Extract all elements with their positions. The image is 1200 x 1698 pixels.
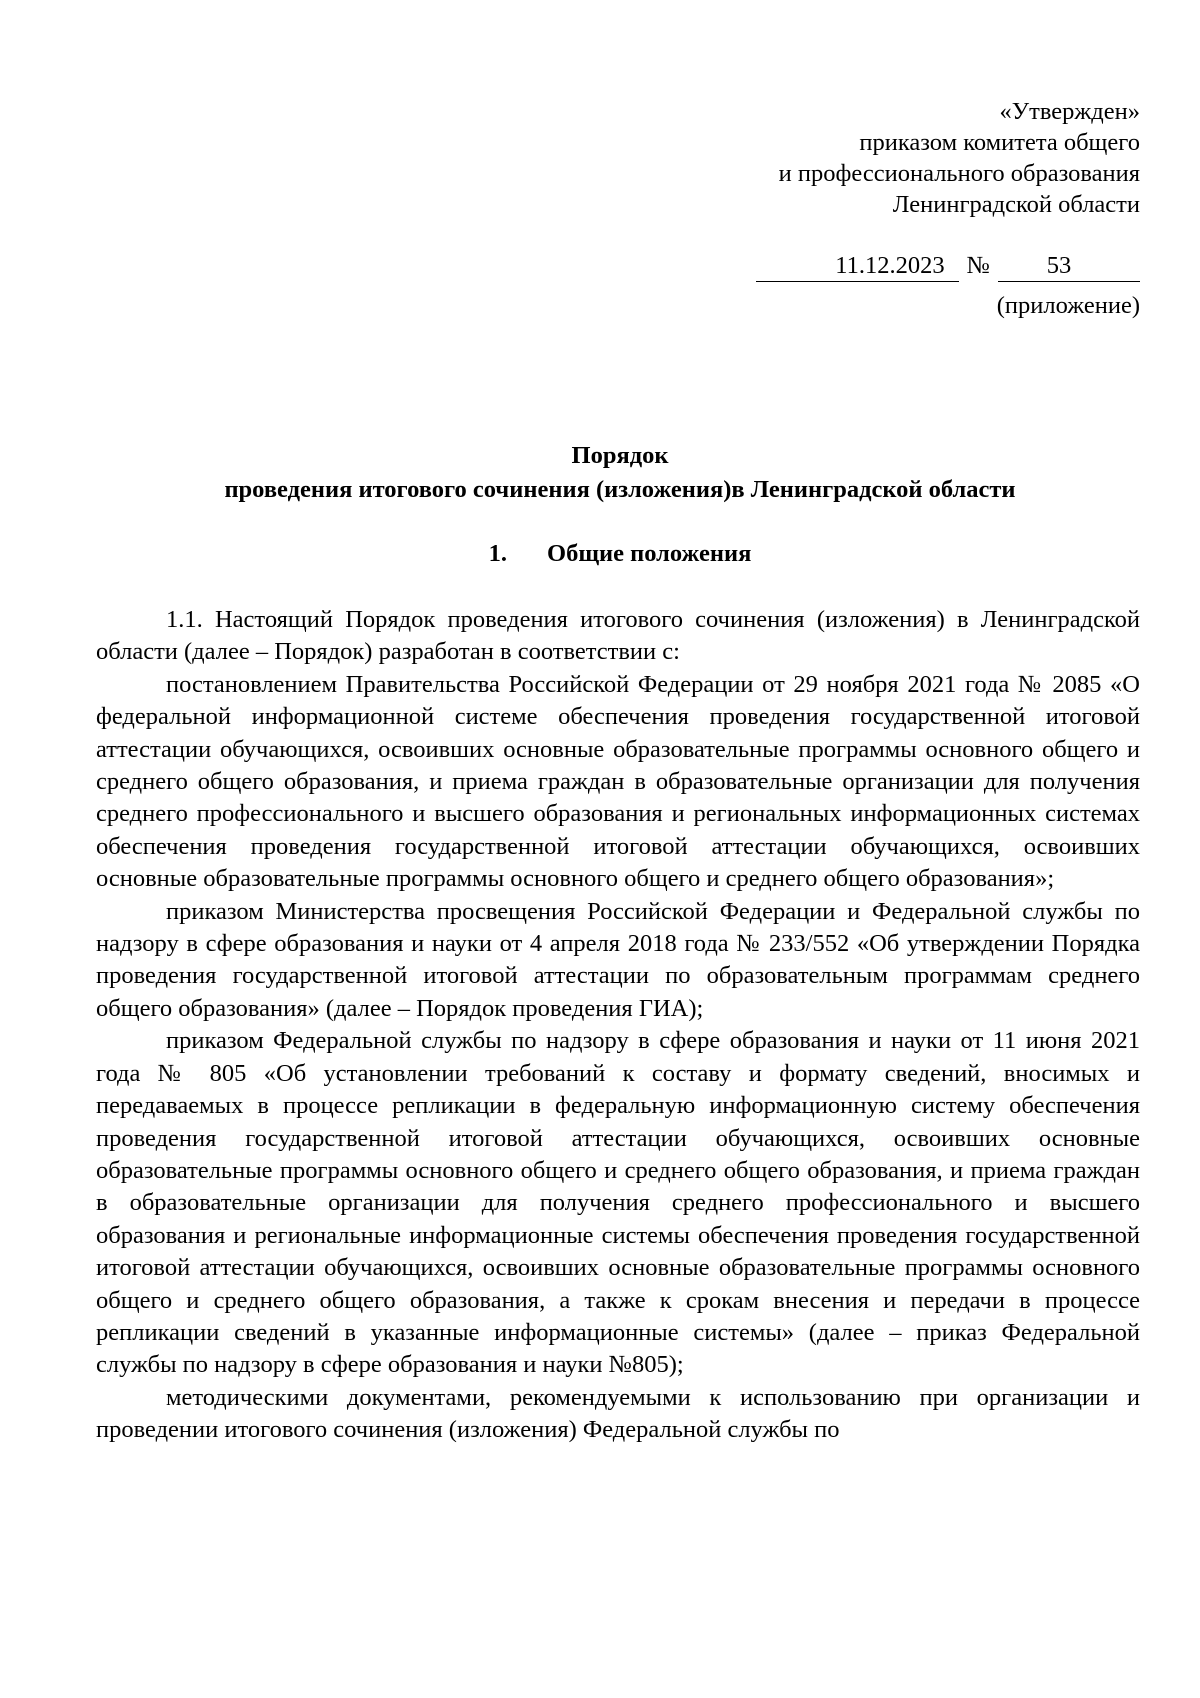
paragraph: постановлением Правительства Российской Федерации от 29 ноября 2021 года № 2085 «О федеральной информационной системе обеспечения проведения государственной итоговой аттестации обучающихся, освоивших основные образовательные программы основного общего и среднего общего образования, и приема граждан в образовательные организации для получения среднего профессионального и высшего образования и региональных информационных системах обеспечения проведения государственной итоговой аттестации обучающихся, освоивших основные образовательные программы основного общего и среднего общего образования»; (96, 670, 1140, 893)
section-heading (0, 538, 1200, 569)
document-title: Порядок (571, 442, 669, 469)
document-body (96, 604, 1140, 1447)
paragraph: методическими документами, рекомендуемыми к использованию при организации и проведении итогового сочинения (изложения) Федеральной службы по (96, 1383, 1140, 1444)
approval-stamp (779, 96, 1140, 220)
approval-line: и профессионального образования (778, 160, 1140, 187)
approval-line: Ленинградской области (892, 191, 1140, 218)
paragraph: приказом Федеральной службы по надзору в сфере образования и науки от 11 июня 2021 года № 805 «Об установлении требований к составу и формату сведений, вносимых и передаваемых в процессе репликации в федеральную информационную систему обеспечения проведения государственной итоговой аттестации обучающихся, освоивших основные образовательные программы основного общего и среднего общего образования, и приема граждан в образовательные организации для получения среднего профессионального и высшего образования и региональные информационные системы обеспечения проведения государственной итоговой аттестации обучающихся, освоивших основные образовательные программы основного общего и среднего общего образования, а также к срокам внесения и передачи в процессе репликации сведений в указанные информационные системы» (далее – приказ Федеральной службы по надзору в сфере образования и науки №805); (96, 1027, 1140, 1379)
section-title: Общие положения (547, 540, 752, 567)
order-number-sign: № (966, 252, 990, 279)
approval-line: «Утвержден» (999, 98, 1140, 125)
order-number: 53 (998, 250, 1140, 282)
approval-line: приказом комитета общего (859, 129, 1140, 156)
paragraph: приказом Министерства просвещения Российской Федерации и Федеральной службы по надзору в сфере образования и науки от 4 апреля 2018 года № 233/552 «Об утверждении Порядка проведения государственной итоговой аттестации по образовательным программам среднего общего образования» (далее – Порядок проведения ГИА); (96, 897, 1140, 1022)
order-note: (приложение) (996, 292, 1140, 319)
order-reference (756, 250, 1140, 282)
order-date: 11.12.2023 (756, 250, 959, 282)
document-subtitle: проведения итогового сочинения (изложения)в Ленинградской области (224, 476, 1016, 503)
paragraph: 1.1. Настоящий Порядок проведения итогового сочинения (изложения) в Ленинградской области (далее – Порядок) разработан в соответствии с: (96, 606, 1140, 666)
section-number: 1. (488, 540, 508, 567)
